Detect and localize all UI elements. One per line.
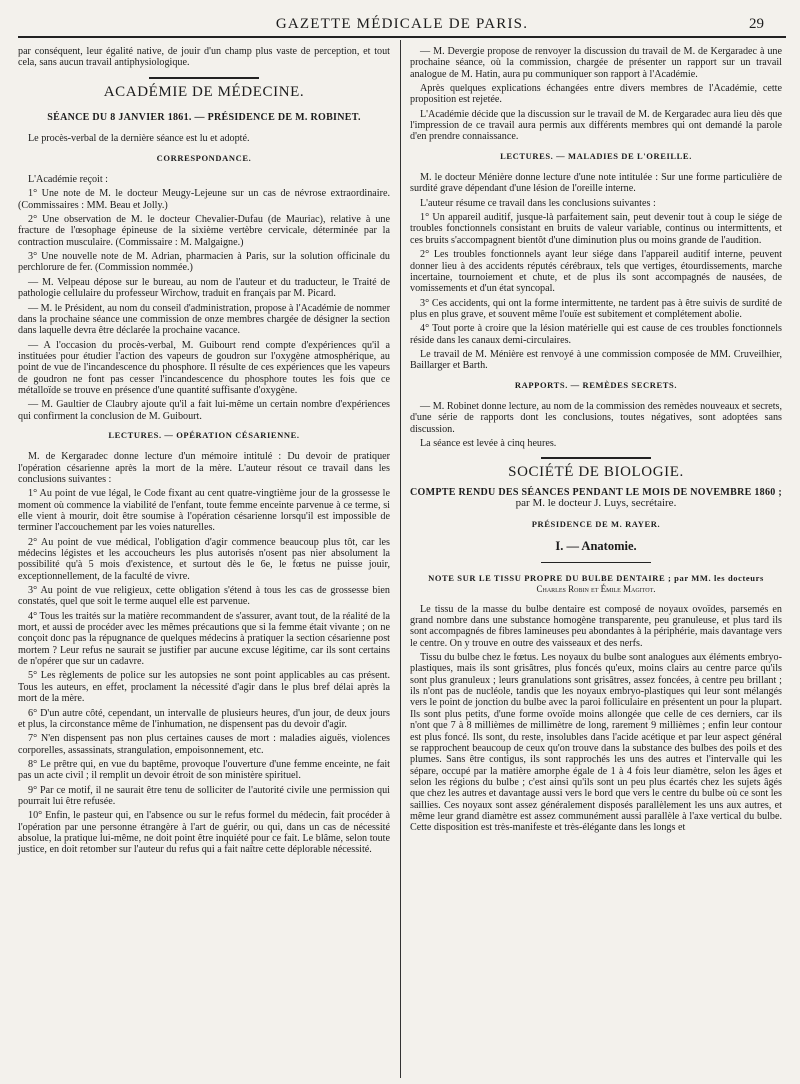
journal-title: GAZETTE MÉDICALE DE PARIS. xyxy=(275,16,529,32)
correspondance-item: 3° Une nouvelle note de M. Adrian, pharmacien à Paris, sur la solution officinale du perchlorure de fer. (Commission nommée.) xyxy=(18,251,390,274)
correspondance-item: 1° Une note de M. le docteur Meugy-Lejeune sur un cas de névrose extraordinaire. (Commissaires : MM. Beau et Jolly.) xyxy=(18,188,390,211)
left-column xyxy=(18,46,390,859)
continuation-text: par conséquent, leur égalité native, de jouir d'un champ plus vaste de perception, et tout cela, sans aucun travail antiphysiologique. xyxy=(18,46,390,69)
conclusion-item: 10° Enfin, le pasteur qui, en l'absence ou sur le refus formel du médecin, fait procéder à l'opération par une personne étrangère à l'art de guérir, ou qui, dans un cas de nécessité absolue, la pratique lui-même, ne doit point être inquiété pour ce fait. Le blâme, selon toute justice, en doit retomber sur l'auteur du refus qui a fait naître cette déplorable nécessité. xyxy=(18,810,390,856)
small-rule xyxy=(541,562,651,563)
resume-line: L'auteur résume ce travail dans les conclusions suivantes : xyxy=(420,197,656,209)
devergie-paragraph: — M. Devergie propose de renvoyer la discussion du travail de M. de Kergaradec à une prochaine séance, où la commission, chargée de présenter un rapport sur un travail analogue de M. Hatin, aura pu communiquer son rapport à l'Académie. xyxy=(410,46,782,80)
academy-title: ACADÉMIE DE MÉDECINE. xyxy=(103,83,305,100)
oreille-item: 3° Ces accidents, qui ont la forme intermittente, ne tardent pas à être suivis de surdité de plus en plus grave, et souvent même l'ouïe est subitement et complétement abolie. xyxy=(410,297,782,320)
conclusion-item: 1° Au point de vue légal, le Code fixant au cent quatre-vingtième jour de la grossesse le moment où commence la viabilité de l'enfant, toute femme enceinte parvenue à ce terme, si elle vient à mourir, doit être soumise à l'opération césarienne lorsqu'il est impossible de terminer l'accouchement par les voies naturelles. xyxy=(18,488,390,534)
renvoye-paragraph: Le travail de M. Ménière est renvoyé à une commission composée de MM. Cruveilhier, Baillarger et Barth. xyxy=(410,348,782,372)
section-rule xyxy=(541,457,651,459)
correspondance-item: — M. Velpeau dépose sur le bureau, au nom de l'auteur et du traducteur, le Traité de pathologie cellulaire du professeur Wirchow, traduit en français par M. Picard. xyxy=(18,276,390,300)
correspondance-item: — A l'occasion du procès-verbal, M. Guibourt rend compte d'expériences qu'il a instituées pour étudier l'action des vapeurs de goudron sur l'oxygène atmosphérique, au point de vue de l'incandescence du phosphore. Il résulte de ces expériences que les vapeurs de goudron ne font pas cesser l'incandescence du phosphore toutes les fois que ce métalloïde se trouve en présence d'une quantité suffisante d'oxygène. xyxy=(18,339,390,396)
note-authors: Charles Robin et Émile Magitot. xyxy=(536,584,656,595)
conclusion-item: 5° Les règlements de police sur les autopsies ne sont point applicables au cas présent. Tous les auteurs, en effet, proclament la nécessité d'agir dans le plus bref délai après la mort de la mère. xyxy=(18,670,390,705)
oreille-item: 1° Un appareil auditif, jusque-là parfaitement sain, peut devenir tout à coup le siége de troubles fonctionnels consistant en bruits de valeur variable, continus ou intermittents, et ces bruits s'accompagnent bientôt d'une diminution plus ou moins grande de l'audition. xyxy=(410,212,782,246)
correspondance-item: — M. Gaultier de Claubry ajoute qu'il a fait lui-même un certain nombre d'expériences qui confirment la conclusion de M. Guibourt. xyxy=(18,399,390,422)
conclusion-item: 6° D'un autre côté, cependant, un intervalle de plusieurs heures, d'un jour, de deux jours et plus, la circonstance même de l'inhumation, ne dispensent pas du devoir d'agir. xyxy=(18,707,390,730)
oreille-heading: LECTURES. — MALADIES DE L'OREILLE. xyxy=(500,150,692,161)
meniere-paragraph: M. le docteur Ménière donne lecture d'une note intitulée : Sur une forme particulière de surdité grave dépendant d'une lésion de l'oreille interne. xyxy=(410,172,782,195)
conclusion-item: 8° Le prêtre qui, en vue du baptême, provoque l'ouverture d'une femme enceinte, ne fait pas un acte civil ; il remplit un devoir étroit de son ministère spirituel. xyxy=(18,758,390,782)
presidence-heading: PRÉSIDENCE DE M. RAYER. xyxy=(531,519,661,530)
correspondance-item: — M. le Président, au nom du conseil d'administration, propose à l'Académie de nommer dans la prochaine séance une commission de onze membres chargée de désigner la section dans laquelle devra être déclarée la prochaine vacance. xyxy=(18,302,390,337)
conclusion-item: 7° N'en dispensent pas non plus certaines causes de mort : maladies aiguës, violences corporelles, assassinats, strangulation, empoisonnement, etc. xyxy=(18,733,390,756)
section-rule xyxy=(149,77,259,79)
lecture-intro: M. de Kergaradec donne lecture d'un mémoire intitulé : Du devoir de pratiquer l'opération césarienne après la mort de la mère. L'auteur résout ce travail dans les conclusions suivantes : xyxy=(18,451,390,485)
correspondance-heading: CORRESPONDANCE. xyxy=(156,152,252,163)
robinet-paragraph: — M. Robinet donne lecture, au nom de la commission des remèdes nouveaux et secrets, d'une série de rapports dont les conclusions, toutes négatives, sont adoptées sans discussion. xyxy=(410,400,782,435)
session-heading: SÉANCE DU 8 JANVIER 1861. — PRÉSIDENCE DE M. ROBINET. xyxy=(47,112,361,124)
conclusion-item: 2° Au point de vue médical, l'obligation d'agir commence beaucoup plus tôt, car les médecins légistes et les accoucheurs les plus autorisés n'osent pas nier absolument la possibilité qu'à 5 mois d'existence, et surtout dès le 6e, le fœtus ne puisse jouir, exceptionnellement, de la faculté de vivre. xyxy=(18,536,390,582)
conclusion-item: 4° Tous les traités sur la matière recommandent de s'assurer, avant tout, de la réalité de la mort, et aussi de procéder avec les mêmes précautions que si la femme était vivante ; on ne conçoit donc pas la répugnance de quelques médecins à pratiquer la section césarienne post mortem ? Leur refus ne saurait se justifier par aucune excuse légitime, car ils sont certains de n'opérer que sur un cadavre. xyxy=(18,610,390,668)
header-rule xyxy=(18,36,786,38)
correspondance-item: 2° Une observation de M. le docteur Chevalier-Dufau (de Mauriac), relative à une fracture de l'œsophage épineuse de la sixième vertèbre cervicale, déterminée par la contraction musculaire. (Commissaire : M. Malgaigne.) xyxy=(18,214,390,248)
conclusion-item: 3° Au point de vue religieux, cette obligation s'étend à tous les cas de grossesse bien constatés, quel que soit le terme auquel elle est parvenue. xyxy=(18,585,390,608)
anatomie-heading: I. — Anatomie. xyxy=(555,538,637,553)
page-header xyxy=(18,6,786,36)
proces-verbal: Le procès-verbal de la dernière séance est lu et adopté. xyxy=(28,133,250,145)
tissu-paragraph: Le tissu de la masse du bulbe dentaire est composé de noyaux ovoïdes, parsemés en grand nombre dans une substance homogène transparente, peu granuleuse, et plus tard ils sont accompagnés de fibres lamineuses peu abondantes à la périphérie, mais davantage vers le centre. On y trouve en outre des vaisseaux et des nerfs. xyxy=(410,603,782,649)
compte-rendu-line: COMPTE RENDU DES SÉANCES PENDANT LE MOIS DE NOVEMBRE 1860 ; xyxy=(410,486,783,498)
rapports-heading: RAPPORTS. — REMÈDES SECRETS. xyxy=(514,379,678,390)
levee-line: La séance est levée à cinq heures. xyxy=(420,437,557,449)
conclusion-item: 9° Par ce motif, il ne saurait être tenu de solliciter de l'autorité civile une permission qui pourrait lui être refusée. xyxy=(18,784,390,807)
tissu-paragraph: Tissu du bulbe chez le fœtus. Les noyaux du bulbe sont analogues aux éléments embryo-plastiques, mais ils sont grisâtres, plus foncés qu'eux, moins clairs au centre parce qu'ils sont plus granuleux ; leurs granulations sont grisâtres, assez foncées, à centre peu brillant ; ils n'ont pas de nucléole, tandis que les noyaux embryo-plastiques qui leur sont mélangés vers le point de jonction du bulbe avec la paroi folliculaire en présentent un pour la plupart. Ils sont plus petits, d'une forme ovoïde moins allongée que celle de ces derniers, car ils n'ont que 7 à 8 millièmes de millimètre de long, rarement 9 millièmes ; enfin leur contour est plus foncé. Ils sont, du reste, insolubles dans l'acide acétique et par leur aspect général se rapprochent beaucoup de ceux qu'on trouve dans la substance des bulbes des poils et des plumes. Sans être contigus, ils sont rapprochés les uns des autres et l'intervalle qui les sépare, occupé par la matière amorphe égale de 1 à 4 fois leur diamètre, selon les âges et selon les régions du bulbe ; c'est ainsi qu'ils sont un peu plus écartés chez les sujets âgés que chez les autres et davantage aussi vers le bord que vers le centre du bulbe où ce sont les saillies. Ces noyaux sont assez généralement disposés parallèlement les uns aux autres, et même leur grand diamètre est assez communément aussi parallèle à l'axe vertical du bulbe. Cette disposition est très-manifeste et très-élégante dans les longs et xyxy=(410,652,782,834)
right-column xyxy=(410,46,782,837)
oreille-item: 2° Les troubles fonctionnels ayant leur siége dans l'appareil auditif interne, peuvent donner lieu à des accidents réputés cérébraux, tels que vertiges, étourdissements, marche incertaine, tournoiement et chute, et de plus ils sont accompagnés de nausées, de vomissements et d'un état syncopal. xyxy=(410,249,782,295)
oreille-item: 4° Tout porte à croire que la lésion matérielle qui est cause de ces troubles fonctionnels réside dans les canaux demi-circulaires. xyxy=(410,323,782,346)
note-title: NOTE SUR LE TISSU PROPRE DU BULBE DENTAIRE ; par MM. les docteurs xyxy=(428,573,764,584)
decide-paragraph: L'Académie décide que la discussion sur le travail de M. de Kergaradec aura lieu dès que l'impression de ce travail aura permis aux différents membres qui ont demandé la parole d'en prendre connaissance. xyxy=(410,108,782,143)
page-number: 29 xyxy=(749,16,764,32)
apres-paragraph: Après quelques explications échangées entre divers membres de l'Académie, cette proposition est rejetée. xyxy=(410,83,782,106)
recu-line: L'Académie reçoit : xyxy=(28,174,108,186)
lectures-heading: LECTURES. — OPÉRATION CÉSARIENNE. xyxy=(108,429,300,440)
column-divider xyxy=(400,40,401,1078)
secretary-line: par M. le docteur J. Luys, secrétaire. xyxy=(515,497,677,509)
biology-title: SOCIÉTÉ DE BIOLOGIE. xyxy=(508,464,684,481)
